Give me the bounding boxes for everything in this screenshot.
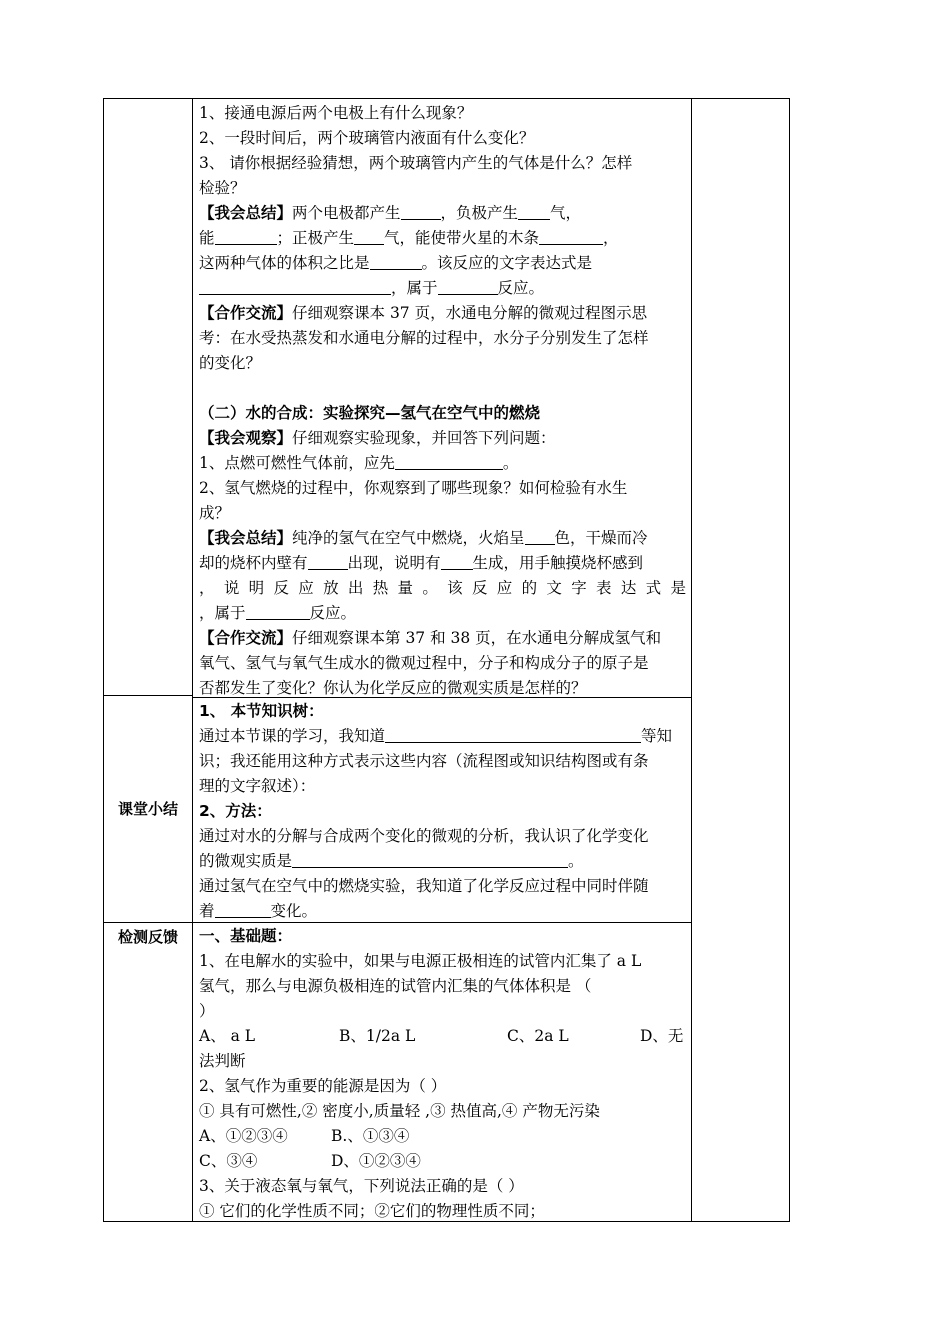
table-col-divider-2: [691, 98, 692, 1222]
summary-line-2: 却的烧杯内壁有 出现，说明有 生成，用手触摸烧杯感到: [199, 554, 644, 572]
summary-p4: 通过对水的分解与合成两个变化的微观的分析，我认识了化学变化: [199, 827, 649, 845]
blank[interactable]: [401, 203, 441, 220]
question-3: 3、 请你根据经验猜想，两个玻璃管内产生的气体是什么？怎样: [199, 154, 633, 172]
cooperation-line-2: 氧气、氢气与氧气生成水的微观过程中，分子和构成分子的原子是: [199, 654, 649, 672]
blank[interactable]: [438, 278, 498, 295]
fb-question-2-items: ① 具有可燃性,② 密度小,质量轻 ,③ 热值高,④ 产物无污染: [199, 1102, 600, 1120]
fb-question-2-options-cd: [199, 1149, 686, 1174]
summary-line-3: 这两种气体的体积之比是 。该反应的文字表达式是: [199, 254, 593, 272]
fb-question-2-options-ab: [199, 1124, 686, 1149]
question-3-cont: 检验？: [199, 179, 246, 197]
fb-question-1-paren: ）: [199, 1002, 215, 1020]
summary-line-1: 【我会总结】两个电极都产生 ，负极产生 气，: [199, 204, 582, 222]
blank[interactable]: [385, 726, 641, 743]
summary-line-4: ，属于 反应。: [199, 276, 686, 301]
question-1: 1、接通电源后两个电极上有什么现象？: [199, 104, 473, 122]
summary-line-2: 能 ；正极产生 气，能使带火星的木条 ，: [199, 229, 619, 247]
summary-p3: 理的文字叙述）：: [199, 777, 316, 795]
table-border-top: [103, 98, 790, 99]
blank[interactable]: [354, 228, 384, 245]
cooperation-line-2: 考：在水受热蒸发和水通电分解的过程中，水分子分别发生了怎样: [199, 329, 649, 347]
table-border-left: [103, 98, 104, 1222]
option-d[interactable]: D、①②③④: [331, 1152, 421, 1170]
blank[interactable]: [518, 203, 550, 220]
block-electrolysis: [199, 101, 686, 376]
cooperation-line-3: 的变化？: [199, 354, 262, 372]
question-2: 2、一段时间后，两个玻璃管内液面有什么变化？: [199, 129, 535, 147]
fb-question-3: 3、关于液态氧与氧气，下列说法正确的是（ ）: [199, 1177, 524, 1195]
blank[interactable]: [395, 453, 503, 470]
question-2: 2、氢气燃烧的过程中，你观察到了哪些现象？如何检验有水生: [199, 479, 628, 497]
summary-line-3: ，说明反应放出热量。该反应的文字表达式是: [199, 579, 686, 597]
table-col-divider-1: [192, 98, 193, 1222]
fb-question-1-options: [199, 1024, 686, 1049]
blank[interactable]: [441, 553, 473, 570]
fb-question-3-items: ① 它们的化学性质不同；②它们的物理性质不同；: [199, 1202, 545, 1220]
summary-p2: 识；我还能用这种方式表示这些内容（流程图或知识结构图或有条: [199, 752, 649, 770]
blank[interactable]: [308, 553, 348, 570]
cooperation-line-1: 【合作交流】仔细观察课本第 37 和 38 页，在水通电分解成氢气和: [199, 629, 662, 647]
blank[interactable]: [246, 603, 310, 620]
option-b[interactable]: B、1/2a L: [339, 1027, 416, 1045]
blank[interactable]: [370, 253, 422, 270]
option-b[interactable]: B.、①③④: [331, 1127, 410, 1145]
basic-questions-heading: 一、基础题：: [199, 927, 293, 945]
summary-line-4: ，属于 反应。: [199, 604, 357, 622]
table-border-right: [789, 98, 790, 1222]
blank[interactable]: [215, 228, 277, 245]
summary-p1: 通过本节课的学习，我知道 等知: [199, 727, 673, 745]
blank[interactable]: [215, 901, 271, 918]
fb-question-1-option-d-cont: 法判断: [199, 1052, 246, 1070]
block-water-synthesis: [199, 401, 686, 701]
fb-question-2: 2、氢气作为重要的能源是因为（ ）: [199, 1077, 447, 1095]
label-feedback: 检测反馈: [117, 928, 178, 946]
row-divider-1: [103, 695, 193, 696]
option-a[interactable]: A、 a L: [199, 1027, 256, 1045]
summary-p6: 通过氢气在空气中的燃烧实验，我知道了化学反应过程中同时伴随: [199, 877, 649, 895]
cooperation-line-3: 否都发生了变化？你认为化学反应的微观实质是怎样的？: [199, 679, 587, 697]
option-d[interactable]: D、无: [640, 1027, 684, 1045]
blank[interactable]: [525, 528, 555, 545]
block-class-summary: [199, 699, 686, 924]
fb-question-1-cont: 氢气，那么与电源负极相连的试管内汇集的气体体积是 （: [199, 977, 592, 995]
blank[interactable]: [292, 851, 568, 868]
blank[interactable]: [199, 278, 391, 295]
knowledge-tree-heading: 1、 本节知识树：: [199, 702, 324, 720]
question-2-cont: 成？: [199, 504, 231, 522]
summary-p7: 着 变化。: [199, 902, 318, 920]
block-feedback: [199, 924, 686, 1224]
option-a[interactable]: A、①②③④: [199, 1127, 288, 1145]
question-1: 1、点燃可燃性气体前，应先 。: [199, 454, 519, 472]
label-class-summary: 课堂小结: [117, 800, 178, 818]
observe-line: 【我会观察】仔细观察实验现象，并回答下列问题：: [199, 429, 556, 447]
option-c[interactable]: C、2a L: [507, 1027, 569, 1045]
option-c[interactable]: C、③④: [199, 1152, 258, 1170]
cooperation-line-1: 【合作交流】仔细观察课本 37 页，水通电分解的微观过程图示思: [199, 304, 648, 322]
summary-p5: 的微观实质是 。: [199, 852, 584, 870]
section-title: （二）水的合成：实验探究—氢气在空气中的燃烧: [199, 404, 541, 422]
fb-question-1: 1、在电解水的实验中，如果与电源正极相连的试管内汇集了 a L: [199, 952, 642, 970]
method-heading: 2、方法：: [199, 802, 272, 820]
summary-line-1: 【我会总结】纯净的氢气在空气中燃烧，火焰呈 色，干燥而冷: [199, 529, 648, 547]
blank[interactable]: [539, 228, 603, 245]
